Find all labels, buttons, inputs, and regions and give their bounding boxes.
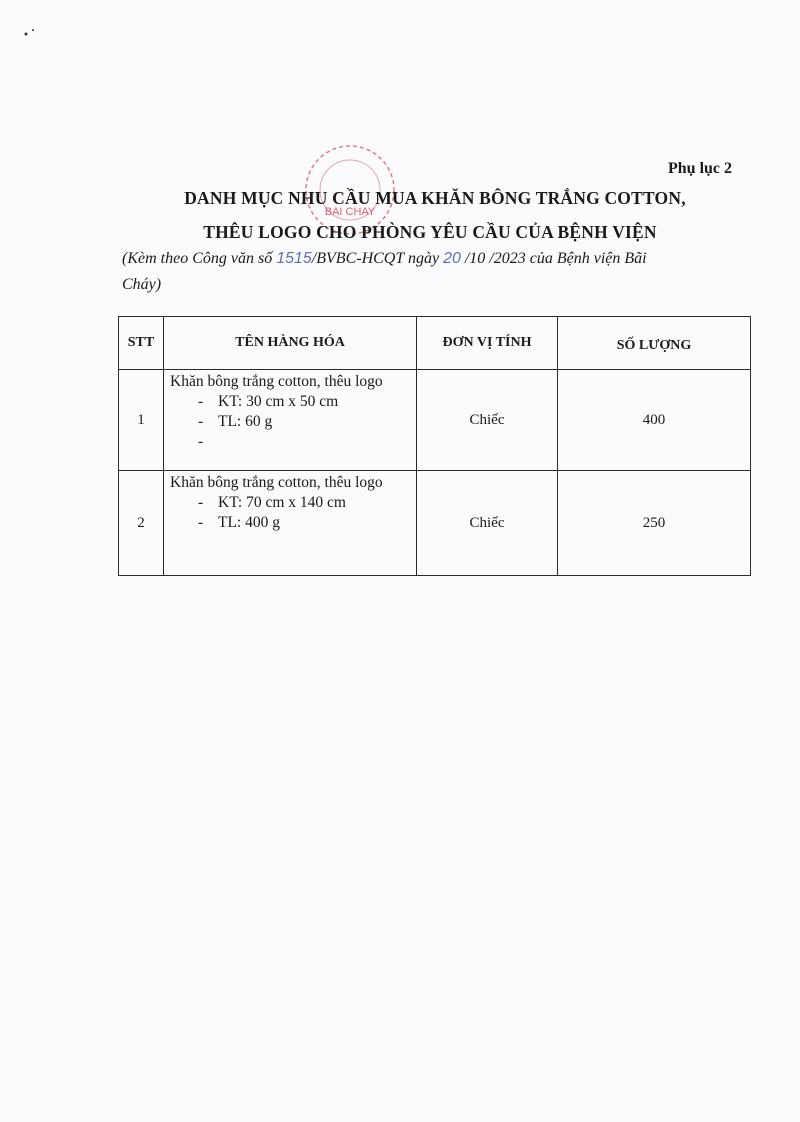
item-spec-weight: - TL: 400 g <box>198 514 280 531</box>
handwritten-number: 1515 <box>276 250 312 267</box>
row-stt: 2 <box>119 471 164 576</box>
item-name: Khăn bông trắng cotton, thêu logo <box>170 373 383 390</box>
item-spec-weight: - TL: 60 g <box>198 413 273 430</box>
reference-prefix: (Kèm theo Công văn số <box>122 250 277 267</box>
empty-bullet: - <box>198 433 204 450</box>
svg-text:BAI CHAY: BAI CHAY <box>324 206 376 218</box>
table-row <box>119 471 751 576</box>
row-quantity: 400 <box>558 370 751 471</box>
row-stt: 1 <box>119 370 164 471</box>
document-title-line-2: THÊU LOGO CHO PHÒNG YÊU CẦU CỦA BỆNH VIỆN <box>203 222 657 242</box>
row-unit: Chiếc <box>417 370 558 471</box>
row-quantity: 250 <box>558 471 751 576</box>
header-item-name: TÊN HÀNG HÓA <box>164 317 417 370</box>
item-spec-size: - KT: 70 cm x 140 cm <box>198 494 346 511</box>
row-item <box>164 471 417 576</box>
header-stt: STT <box>119 317 164 370</box>
scan-mark <box>22 28 36 38</box>
appendix-label: Phụ lục 2 <box>668 160 733 177</box>
document-title-line-1: DANH MỤC NHU CẦU MUA KHĂN BÔNG TRẮNG COTTON, <box>184 188 686 208</box>
item-spec-size: - KT: 30 cm x 50 cm <box>198 393 339 410</box>
reference-line-2: Cháy) <box>122 276 162 293</box>
header-quantity: SỐ LƯỢNG <box>558 317 751 370</box>
reference-date: /10 /2023 của Bệnh viện Bãi <box>460 250 647 267</box>
reference-code: /BVBC-HCQT ngày <box>311 250 444 267</box>
handwritten-day: 20 <box>443 250 461 267</box>
item-name: Khăn bông trắng cotton, thêu logo <box>170 474 383 491</box>
goods-table <box>118 316 751 576</box>
table-header-row <box>119 317 751 370</box>
reference-line <box>122 250 647 268</box>
header-unit: ĐƠN VỊ TÍNH <box>417 317 558 370</box>
table-row <box>119 370 751 471</box>
row-item <box>164 370 417 471</box>
row-unit: Chiếc <box>417 471 558 576</box>
